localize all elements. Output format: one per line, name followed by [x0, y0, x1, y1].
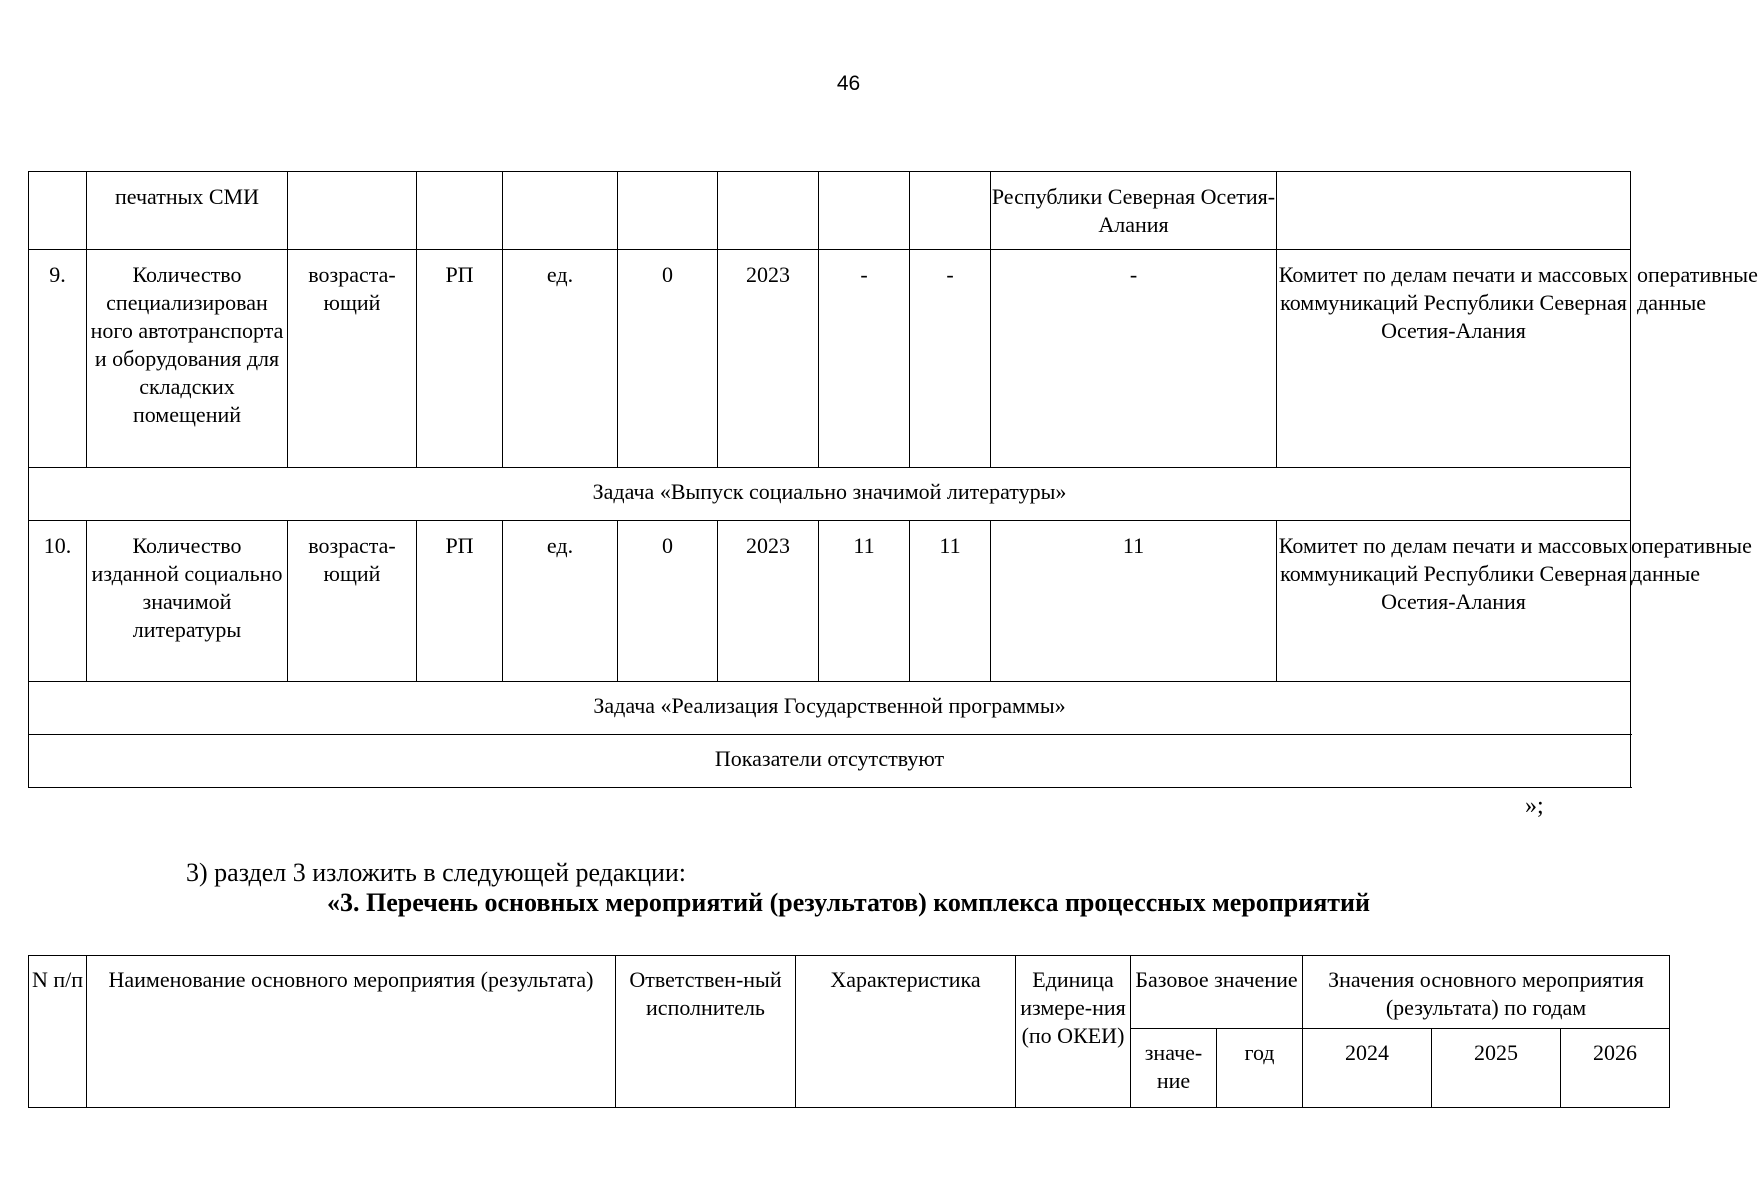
base-value-cell: 0: [618, 521, 718, 682]
section-heading: «3. Перечень основных мероприятий (результатов) комплекса процессных мероприятий: [326, 888, 1371, 917]
header-2026: 2026: [1561, 1029, 1670, 1108]
value-2024-cell: 11: [819, 521, 910, 682]
table-row: 10. Количество изданной социально значимой литературы возраста-ющий РП ед. 0 2023 11 11 11 Комитет по делам печати и массовых коммуникаций Республики Северная Осетия-Алания оперативные данные: [29, 521, 1631, 682]
header-base-value: значе-ние: [1131, 1029, 1217, 1108]
responsible-cell: Республики Северная Осетия-Алания: [991, 172, 1277, 250]
unit-cell: ед.: [503, 521, 618, 682]
task-row: [29, 468, 1631, 521]
responsible-cell: Комитет по делам печати и массовых коммуникаций Республики Северная Осетия-Алания: [1277, 521, 1631, 682]
task-label: Задача «Реализация Государственной программы»: [29, 682, 1631, 735]
responsible-cell: Комитет по делам печати и массовых коммуникаций Республики Северная Осетия-Алания: [1277, 250, 1631, 468]
indicator-level: РП: [417, 521, 503, 682]
row-number: 9.: [29, 250, 87, 468]
no-indicators-row: [29, 735, 1631, 788]
header-2024: 2024: [1303, 1029, 1432, 1108]
value-2024-cell: -: [819, 250, 910, 468]
header-num: N п/п: [29, 956, 87, 1108]
header-characteristic: Характеристика: [796, 956, 1016, 1108]
header-name: Наименование основного мероприятия (результата): [87, 956, 616, 1108]
indicator-type: возраста-ющий: [288, 521, 417, 682]
header-values-by-year: Значения основного мероприятия (результата) по годам: [1303, 956, 1670, 1029]
base-year-cell: 2023: [718, 521, 819, 682]
indicator-level: РП: [417, 250, 503, 468]
task-label: Задача «Выпуск социально значимой литературы»: [29, 468, 1631, 521]
value-2025-cell: -: [910, 250, 991, 468]
indicator-type: возраста-ющий: [288, 250, 417, 468]
no-indicators-label: Показатели отсутствуют: [29, 735, 1631, 788]
indicators-table: [28, 171, 1758, 788]
base-value-cell: 0: [618, 250, 718, 468]
indicator-name: Количество изданной социально значимой литературы: [87, 521, 288, 682]
header-base-year: год: [1217, 1029, 1303, 1108]
table-header-row: [29, 956, 1670, 1029]
header-unit: Единица измере-ния (по ОКЕИ): [1016, 956, 1131, 1108]
instruction-text: 3) раздел 3 изложить в следующей редакции:: [186, 858, 687, 887]
unit-cell: ед.: [503, 250, 618, 468]
activities-table: [28, 955, 1670, 1108]
value-2026-cell: -: [991, 250, 1277, 468]
row-number: 10.: [29, 521, 87, 682]
header-base: Базовое значение: [1131, 956, 1303, 1029]
page-number: 46: [836, 72, 861, 95]
closing-quote: »;: [1525, 793, 1544, 819]
table-row: 9. Количество специализирован ного автотранспорта и оборудования для складских помещений возраста-ющий РП ед. 0 2023 - - - Комитет по делам печати и массовых коммуникаций Республики Северная Осетия-Алания оперативные данные: [29, 250, 1631, 468]
header-responsible: Ответствен-ный исполнитель: [616, 956, 796, 1108]
indicator-name: Количество специализирован ного автотранспорта и оборудования для складских помещений: [87, 250, 288, 468]
value-2026-cell: 11: [991, 521, 1277, 682]
value-2025-cell: 11: [910, 521, 991, 682]
task-row: [29, 682, 1631, 735]
base-year-cell: 2023: [718, 250, 819, 468]
table-row: [29, 172, 1631, 250]
header-2025: 2025: [1432, 1029, 1561, 1108]
indicator-name: печатных СМИ: [87, 172, 288, 250]
